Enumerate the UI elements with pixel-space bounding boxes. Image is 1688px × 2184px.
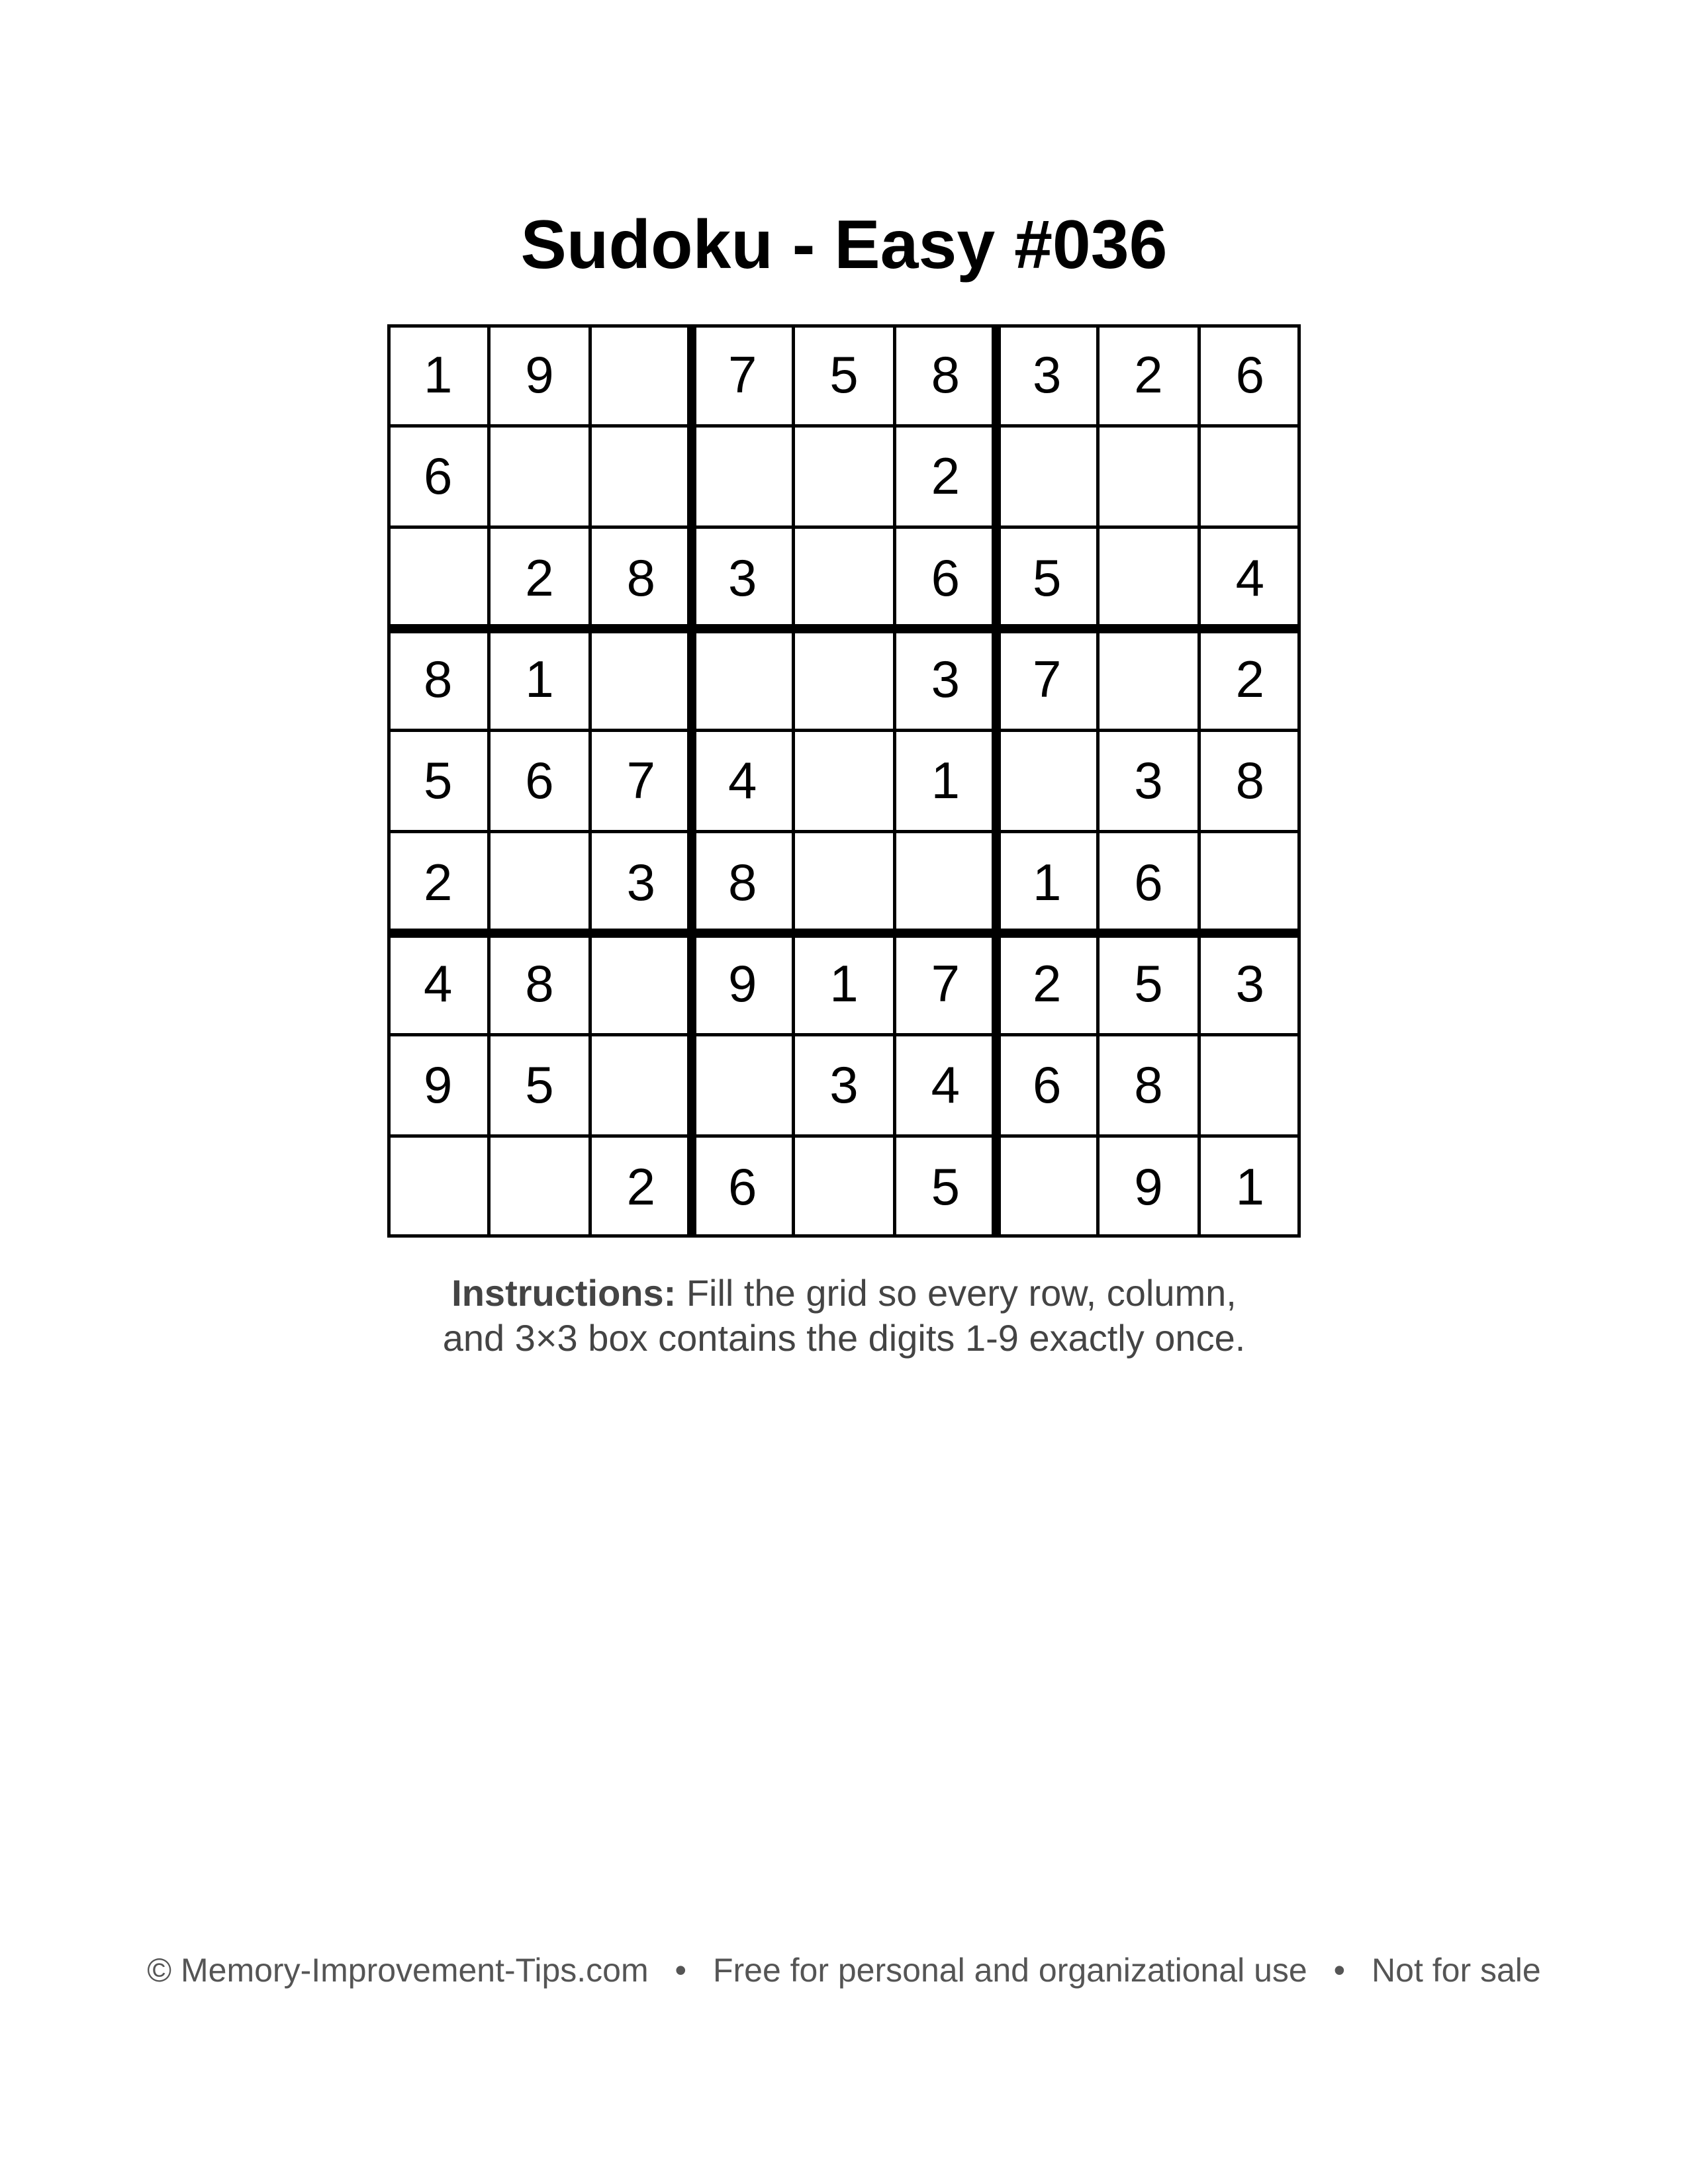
sudoku-cell: 3 (727, 548, 757, 607)
sudoku-cell[interactable] (590, 324, 692, 426)
sudoku-grid (387, 324, 1301, 1238)
footer (0, 1949, 1688, 1991)
sudoku-cell: 1 (423, 345, 453, 404)
grid-line-horizontal (387, 1234, 1301, 1238)
sudoku-cell[interactable] (895, 832, 996, 933)
sudoku-cell[interactable] (590, 933, 692, 1034)
sudoku-cell[interactable] (996, 426, 1098, 527)
sudoku-cell: 6 (931, 548, 961, 607)
puzzle-title: Sudoku - Easy #036 (520, 206, 1168, 283)
sudoku-cell[interactable] (1098, 426, 1199, 527)
grid-line-vertical (687, 324, 696, 1238)
grid-line-horizontal (387, 624, 1301, 633)
sudoku-cell[interactable] (692, 426, 793, 527)
sudoku-cell: 2 (931, 447, 961, 506)
footer-license: Free for personal and organizational use (712, 1952, 1307, 1989)
sudoku-cell: 2 (1032, 954, 1062, 1013)
sudoku-cell: 3 (931, 650, 961, 709)
sudoku-cell: 6 (1235, 345, 1265, 404)
grid-line-vertical (487, 324, 491, 1238)
sudoku-cell: 2 (525, 548, 554, 607)
sudoku-cell[interactable] (387, 1136, 489, 1238)
sudoku-cell[interactable] (692, 629, 793, 730)
sudoku-cell[interactable] (793, 629, 894, 730)
sudoku-cell: 5 (1032, 548, 1062, 607)
sudoku-cell: 1 (525, 650, 554, 709)
sudoku-cell: 5 (1134, 954, 1163, 1013)
footer-copyright: © Memory-Improvement-Tips.com (147, 1952, 649, 1989)
sudoku-cells (387, 324, 1301, 1238)
grid-line-vertical (792, 324, 795, 1238)
sudoku-cell: 3 (626, 852, 656, 911)
sudoku-cell: 7 (626, 751, 656, 810)
sudoku-cell: 8 (727, 852, 757, 911)
sudoku-cell[interactable] (590, 1034, 692, 1136)
grid-line-horizontal (387, 525, 1301, 529)
sudoku-cell: 3 (1032, 345, 1062, 404)
sudoku-cell[interactable] (590, 629, 692, 730)
sudoku-cell[interactable] (793, 1136, 894, 1238)
sudoku-cell: 8 (525, 954, 554, 1013)
sudoku-cell[interactable] (590, 426, 692, 527)
sudoku-cell[interactable] (793, 426, 894, 527)
footer-separator-1: • (675, 1952, 687, 1989)
sudoku-cell[interactable] (1199, 1034, 1301, 1136)
grid-line-horizontal (387, 1033, 1301, 1036)
sudoku-cell: 9 (1134, 1157, 1163, 1216)
instructions-line-1 (0, 1271, 1688, 1316)
sudoku-cell: 5 (525, 1056, 554, 1115)
grid-line-horizontal (387, 929, 1301, 938)
sudoku-cell: 9 (727, 954, 757, 1013)
grid-line-vertical (387, 324, 391, 1238)
instructions-line-2: and 3×3 box contains the digits 1-9 exactly once. (442, 1317, 1246, 1359)
sudoku-cell[interactable] (1098, 527, 1199, 629)
grid-line-horizontal (387, 324, 1301, 328)
sudoku-cell: 8 (1235, 751, 1265, 810)
sudoku-cell: 4 (931, 1056, 961, 1115)
sudoku-cell[interactable] (1098, 629, 1199, 730)
sudoku-cell[interactable] (793, 730, 894, 831)
sudoku-cell: 5 (829, 345, 859, 404)
sudoku-cell: 9 (525, 345, 554, 404)
sudoku-cell: 9 (423, 1056, 453, 1115)
sudoku-cell[interactable] (793, 527, 894, 629)
sudoku-cell[interactable] (1199, 832, 1301, 933)
grid-line-vertical (1297, 324, 1301, 1238)
sudoku-cell: 5 (931, 1157, 961, 1216)
footer-separator-2: • (1333, 1952, 1346, 1989)
sudoku-cell: 2 (1235, 650, 1265, 709)
grid-line-horizontal (387, 729, 1301, 732)
sudoku-cell: 2 (423, 852, 453, 911)
instructions (0, 1271, 1688, 1361)
sudoku-cell: 3 (829, 1056, 859, 1115)
instructions-text-1: Fill the grid so every row, column, (676, 1272, 1237, 1314)
grid-line-vertical (1197, 324, 1201, 1238)
grid-line-horizontal (387, 830, 1301, 833)
sudoku-cell: 5 (423, 751, 453, 810)
sudoku-cell: 6 (1032, 1056, 1062, 1115)
sudoku-cell: 8 (626, 548, 656, 607)
sudoku-cell: 4 (423, 954, 453, 1013)
sudoku-cell[interactable] (1199, 426, 1301, 527)
sudoku-cell: 4 (727, 751, 757, 810)
sudoku-cell: 3 (1235, 954, 1265, 1013)
sudoku-cell[interactable] (996, 1136, 1098, 1238)
sudoku-cell: 7 (727, 345, 757, 404)
sudoku-cell: 7 (931, 954, 961, 1013)
sudoku-cell[interactable] (489, 832, 590, 933)
grid-line-horizontal (387, 1134, 1301, 1138)
sudoku-cell: 2 (1134, 345, 1163, 404)
sudoku-cell: 1 (1235, 1157, 1265, 1216)
footer-sale-note: Not for sale (1372, 1952, 1541, 1989)
instructions-label: Instructions: (451, 1272, 677, 1314)
grid-line-vertical (1096, 324, 1100, 1238)
grid-line-horizontal (387, 424, 1301, 428)
sudoku-cell: 1 (1032, 852, 1062, 911)
sudoku-cell[interactable] (793, 832, 894, 933)
sudoku-cell: 8 (931, 345, 961, 404)
sudoku-cell: 4 (1235, 548, 1265, 607)
sudoku-cell[interactable] (996, 730, 1098, 831)
sudoku-cell: 8 (423, 650, 453, 709)
sudoku-cell: 6 (1134, 852, 1163, 911)
sudoku-cell: 1 (829, 954, 859, 1013)
grid-line-vertical (588, 324, 592, 1238)
grid-line-vertical (992, 324, 1001, 1238)
sudoku-cell[interactable] (489, 1136, 590, 1238)
grid-line-vertical (893, 324, 896, 1238)
sudoku-cell: 6 (525, 751, 554, 810)
sudoku-cell: 8 (1134, 1056, 1163, 1115)
sudoku-cell: 2 (626, 1157, 656, 1216)
sudoku-cell: 6 (727, 1157, 757, 1216)
sudoku-cell: 6 (423, 447, 453, 506)
sudoku-cell[interactable] (489, 426, 590, 527)
sudoku-cell: 3 (1134, 751, 1163, 810)
sudoku-cell[interactable] (387, 527, 489, 629)
sudoku-cell: 1 (931, 751, 961, 810)
sudoku-cell[interactable] (692, 1034, 793, 1136)
sudoku-cell: 7 (1032, 650, 1062, 709)
